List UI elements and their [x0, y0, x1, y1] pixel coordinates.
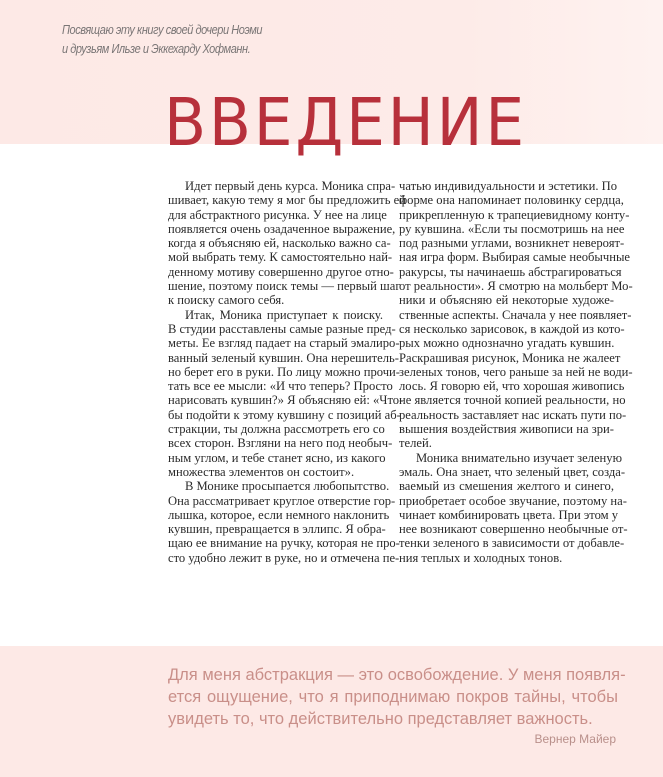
- text-line: ваемый из смешения желтого и синего,: [399, 479, 614, 494]
- quote-line: ется ощущение, что я приподнимаю покров тайны, чтобы: [168, 688, 618, 706]
- text-line: шение, поэтому поиск темы — первый шаг: [168, 279, 401, 294]
- dedication-line: Посвящаю эту книгу своей дочери Ноэми: [62, 23, 263, 37]
- text-line: В Монике просыпается любопытство.: [185, 479, 390, 494]
- text-line: ным углом, и тебе станет ясно, из какого: [168, 450, 386, 465]
- text-line: появляется очень озадаченное выражение,: [168, 221, 396, 236]
- text-line: мой выбрать тему. К самостоятельно най-: [168, 250, 393, 265]
- text-line: эмаль. Она знает, что зеленый цвет, созда-: [399, 464, 626, 479]
- text-line: Итак, Моника приступает к поиску.: [185, 307, 383, 322]
- text-line: ру кувшина. «Если ты посмотришь на нее: [399, 221, 625, 236]
- text-line: когда я объясняю ей, насколько важно са-: [168, 236, 391, 251]
- text-line: стракции, ты должна рассмотреть его со: [168, 422, 385, 437]
- text-line: для абстрактного рисунка. У нее на лице: [168, 207, 387, 222]
- text-line: рых можно однозначно угадать кувшин.: [399, 336, 615, 351]
- text-line: лось. Я говорю ей, что хорошая живопись: [399, 379, 625, 394]
- text-line: В студии расставлены самые разные пред-: [168, 321, 396, 336]
- text-line: меты. Ее взгляд падает на старый эмалиро-: [168, 336, 400, 351]
- text-line: телей.: [399, 436, 432, 451]
- dedication-line: и друзьям Ильзе и Эккехарду Хофманн.: [62, 42, 251, 56]
- dedication: [62, 21, 291, 59]
- text-line: ванный зеленый кувшин. Она нерешитель-: [168, 350, 399, 365]
- text-line: приобретает особое звучание, поэтому на-: [399, 493, 627, 508]
- text-line: форме она напоминает половинку сердца,: [399, 193, 624, 208]
- text-line: тать все ее мысли: «И что теперь? Просто: [168, 379, 393, 394]
- text-line: ся несколько зарисовок, в каждой из кото-: [399, 321, 625, 336]
- text-line: вышения воздействия живописи на зри-: [399, 422, 614, 437]
- text-line: бы подойти к этому кувшину с позиций аб-: [168, 407, 401, 422]
- text-line: ния теплых и холодных тонов.: [399, 550, 563, 565]
- chapter-title: ВВЕДЕНИЕ: [164, 84, 527, 161]
- text-line: кувшин, превращается в эллипс. Я обра-: [168, 522, 386, 537]
- text-line: нарисовать кувшин?» Я объясняю ей: «Что-: [168, 393, 404, 408]
- text-line: всех сторон. Взгляни на него под необыч-: [168, 436, 393, 451]
- quote-author: Вернер Майер: [534, 732, 616, 746]
- text-line: от реальности». Я смотрю на мольберт Мо-: [399, 279, 633, 294]
- text-line: под разными углами, возникнет невероят-: [399, 236, 625, 251]
- quote-line: увидеть то, что действительно представляет важность.: [168, 710, 593, 728]
- text-line: к поиску самого себя.: [168, 293, 285, 308]
- text-line: щаю ее внимание на ручку, которая не про-: [168, 536, 400, 551]
- text-line: зеленых тонов, чего раньше за ней не води-: [399, 364, 633, 379]
- text-line: но берет его в руки. По лицу можно прочи-: [168, 364, 400, 379]
- text-line: денному мотиву совершенно другое отно-: [168, 264, 394, 279]
- epigraph-quote: [168, 664, 626, 730]
- text-line: лышка, которое, если немного наклонить: [168, 507, 390, 522]
- text-line: ная игра форм. Выбирая самые необычные: [399, 250, 630, 265]
- text-line: ники и объясняю ей некоторые художе-: [399, 293, 614, 308]
- text-line: тенки зеленого в зависимости от добавле-: [399, 536, 625, 551]
- text-line: Раскрашивая рисунок, Моника не жалеет: [399, 350, 621, 365]
- text-line: множества элементов он состоит».: [168, 464, 355, 479]
- body-column-right: [399, 179, 633, 565]
- text-line: ственные аспекты. Сначала у нее появляет-: [399, 307, 632, 322]
- text-line: ракурсы, ты начинаешь абстрагироваться: [399, 264, 622, 279]
- text-line: Она рассматривает круглое отверстие гор-: [168, 493, 396, 508]
- text-line: Идет первый день курса. Моника спра-: [185, 179, 396, 193]
- text-line: сто удобно лежит в руке, но и отмечена пе-: [168, 550, 400, 565]
- text-line: прикрепленную к трапециевидному конту-: [399, 207, 630, 222]
- body-column-left: [168, 179, 406, 565]
- text-line: нее возникают совершенно необычные от-: [399, 522, 628, 537]
- text-line: не является точной копией реальности, но: [399, 393, 626, 408]
- text-line: чатью индивидуальности и эстетики. По: [399, 179, 618, 193]
- text-line: чинает комбинировать цвета. При этом у: [399, 507, 619, 522]
- text-line: шивает, какую тему я мог бы предложить ей: [168, 193, 406, 208]
- text-line: Моника внимательно изучает зеленую: [416, 450, 623, 465]
- text-line: реальность заставляет нас искать пути по-: [399, 407, 627, 422]
- quote-line: Для меня абстракция — это освобождение. У меня появля-: [168, 666, 626, 684]
